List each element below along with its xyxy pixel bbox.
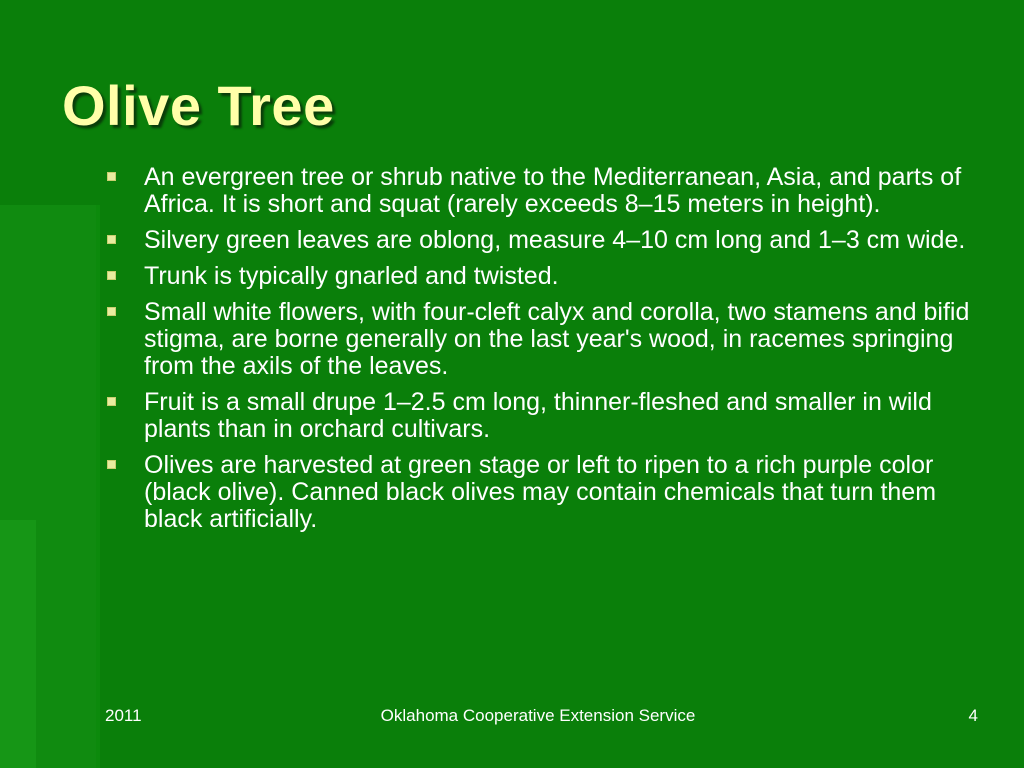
slide-number: 4 (968, 706, 978, 725)
footer-date: 2011 (105, 706, 142, 725)
square-bullet-icon (107, 397, 116, 406)
bullet-item (104, 452, 989, 533)
bullet-text: An evergreen tree or shrub native to the Mediterranean, Asia, and parts of Africa. It is short and squat (rarely exceeds 8–15 meters in height). (144, 163, 962, 218)
bullet-text: Olives are harvested at green stage or left to ripen to a rich purple color (black olive). Canned black olives may contain chemicals that turn them black artificially. (144, 451, 937, 533)
square-bullet-icon (107, 271, 116, 280)
bullet-text: Silvery green leaves are oblong, measure 4–10 cm long and 1–3 cm wide. (144, 226, 966, 254)
bullet-item (104, 299, 989, 380)
bullet-text: Trunk is typically gnarled and twisted. (144, 262, 559, 290)
square-bullet-icon (107, 172, 116, 181)
bullet-item (104, 263, 989, 290)
bullet-item (104, 389, 989, 443)
slide-title: Olive Tree (62, 74, 335, 137)
background-panel-accent (0, 520, 36, 768)
square-bullet-icon (107, 460, 116, 469)
square-bullet-icon (107, 307, 116, 316)
bullet-text: Fruit is a small drupe 1–2.5 cm long, thinner-fleshed and smaller in wild plants than in orchard cultivars. (144, 388, 932, 443)
footer-organization: Oklahoma Cooperative Extension Service (380, 706, 696, 725)
bullet-list (104, 164, 989, 542)
bullet-text: Small white flowers, with four-cleft calyx and corolla, two stamens and bifid stigma, are borne generally on the last year's wood, in racemes springing from the axils of the leaves. (144, 298, 970, 380)
square-bullet-icon (107, 235, 116, 244)
bullet-item (104, 227, 989, 254)
bullet-item (104, 164, 989, 218)
background-panel-edge (96, 205, 100, 768)
